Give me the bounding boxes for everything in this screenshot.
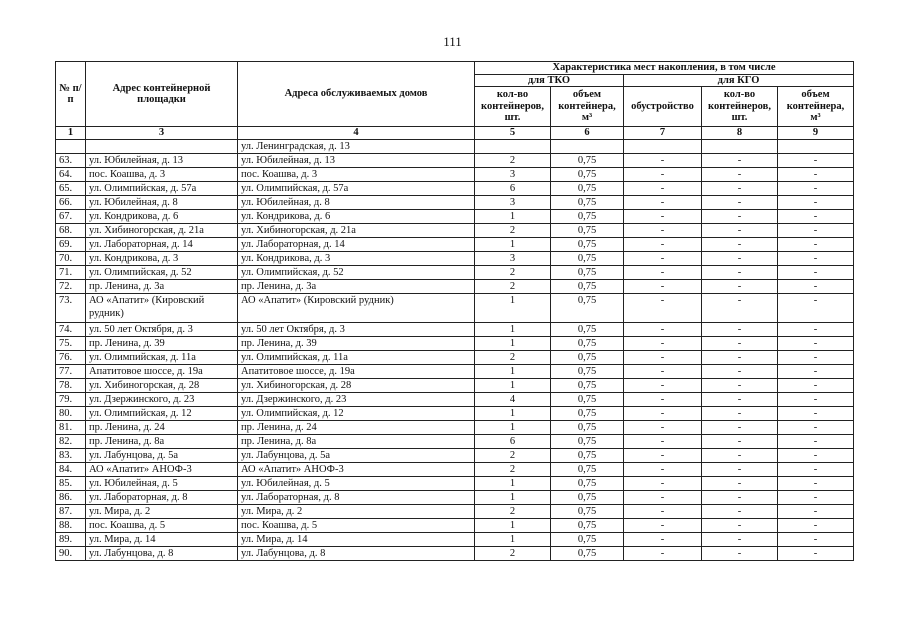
table-header xyxy=(56,62,854,140)
header-col-houses: Адреса обслуживаемых домов xyxy=(238,62,475,127)
kgo-count-cell: - xyxy=(702,406,778,420)
kgo-volume-cell: - xyxy=(778,406,854,420)
row-number-cell: 79. xyxy=(56,392,86,406)
site-address-cell: ул. Олимпийская, д. 52 xyxy=(86,265,238,279)
row-number-cell: 70. xyxy=(56,251,86,265)
kgo-count-cell: - xyxy=(702,336,778,350)
tko-count-cell: 1 xyxy=(475,336,551,350)
kgo-count-cell: - xyxy=(702,251,778,265)
kgo-volume-cell: - xyxy=(778,251,854,265)
site-address-cell: ул. Мира, д. 14 xyxy=(86,532,238,546)
kgo-equip-cell: - xyxy=(624,195,702,209)
tko-count-cell: 1 xyxy=(475,237,551,251)
served-houses-cell: пос. Коашва, д. 3 xyxy=(238,167,475,181)
served-houses-cell: ул. Юбилейная, д. 13 xyxy=(238,153,475,167)
served-houses-cell: ул. Мира, д. 14 xyxy=(238,532,475,546)
tko-count-cell: 2 xyxy=(475,462,551,476)
site-address-cell: пр. Ленина, д. 24 xyxy=(86,420,238,434)
served-houses-cell: ул. Олимпийская, д. 52 xyxy=(238,265,475,279)
site-address-cell: пр. Ленина, д. 8а xyxy=(86,434,238,448)
row-number-cell: 84. xyxy=(56,462,86,476)
tko-count-cell: 2 xyxy=(475,350,551,364)
tko-volume-cell: 0,75 xyxy=(551,237,624,251)
kgo-count-cell: - xyxy=(702,462,778,476)
kgo-count-cell: - xyxy=(702,490,778,504)
tko-count-cell: 1 xyxy=(475,364,551,378)
row-number-cell: 74. xyxy=(56,322,86,336)
tko-volume-cell: 0,75 xyxy=(551,209,624,223)
tko-volume-cell: 0,75 xyxy=(551,546,624,560)
tko-count-cell: 1 xyxy=(475,209,551,223)
site-address-cell: пр. Ленина, д. 3а xyxy=(86,279,238,293)
tko-volume-cell: 0,75 xyxy=(551,322,624,336)
row-number-cell: 89. xyxy=(56,532,86,546)
tko-count-cell: 1 xyxy=(475,378,551,392)
kgo-count-cell: - xyxy=(702,279,778,293)
row-number-cell: 66. xyxy=(56,195,86,209)
kgo-equip-cell: - xyxy=(624,546,702,560)
served-houses-cell: пр. Ленина, д. 8а xyxy=(238,434,475,448)
kgo-count-cell: - xyxy=(702,378,778,392)
row-number-cell: 86. xyxy=(56,490,86,504)
tko-count-cell: 3 xyxy=(475,251,551,265)
table-row xyxy=(56,350,854,364)
tko-volume-cell: 0,75 xyxy=(551,518,624,532)
tko-volume-cell: 0,75 xyxy=(551,181,624,195)
kgo-volume-cell: - xyxy=(778,420,854,434)
served-houses-cell: пр. Ленина, д. 24 xyxy=(238,420,475,434)
kgo-count-cell: - xyxy=(702,420,778,434)
kgo-volume-cell: - xyxy=(778,237,854,251)
column-number-cell: 4 xyxy=(238,127,475,140)
kgo-equip-cell: - xyxy=(624,420,702,434)
served-houses-cell: ул. Хибиногорская, д. 21а xyxy=(238,223,475,237)
row-number-cell: 67. xyxy=(56,209,86,223)
kgo-equip-cell: - xyxy=(624,434,702,448)
row-number-cell: 80. xyxy=(56,406,86,420)
kgo-equip-cell: - xyxy=(624,237,702,251)
tko-volume-cell: 0,75 xyxy=(551,167,624,181)
column-number-cell: 3 xyxy=(86,127,238,140)
table-row xyxy=(56,504,854,518)
served-houses-cell: ул. Кондрикова, д. 3 xyxy=(238,251,475,265)
row-number-cell: 69. xyxy=(56,237,86,251)
served-houses-cell: ул. Хибиногорская, д. 28 xyxy=(238,378,475,392)
tko-volume-cell: 0,75 xyxy=(551,223,624,237)
row-number-cell: 71. xyxy=(56,265,86,279)
kgo-count-cell: - xyxy=(702,293,778,322)
kgo-volume-cell xyxy=(778,139,854,153)
served-houses-cell: ул. Мира, д. 2 xyxy=(238,504,475,518)
tko-volume-cell: 0,75 xyxy=(551,504,624,518)
tko-count-cell: 1 xyxy=(475,532,551,546)
row-number-cell: 76. xyxy=(56,350,86,364)
kgo-equip-cell: - xyxy=(624,153,702,167)
kgo-volume-cell: - xyxy=(778,322,854,336)
kgo-equip-cell: - xyxy=(624,336,702,350)
kgo-count-cell: - xyxy=(702,518,778,532)
site-address-cell: ул. Хибиногорская, д. 28 xyxy=(86,378,238,392)
row-number-cell: 64. xyxy=(56,167,86,181)
kgo-volume-cell: - xyxy=(778,181,854,195)
kgo-volume-cell: - xyxy=(778,504,854,518)
table-row xyxy=(56,195,854,209)
site-address-cell: ул. Юбилейная, д. 8 xyxy=(86,195,238,209)
tko-volume-cell: 0,75 xyxy=(551,251,624,265)
row-number-cell: 73. xyxy=(56,293,86,322)
table-row xyxy=(56,532,854,546)
kgo-count-cell: - xyxy=(702,476,778,490)
table-row xyxy=(56,181,854,195)
kgo-equip-cell: - xyxy=(624,223,702,237)
column-number-cell: 8 xyxy=(702,127,778,140)
site-address-cell: ул. Лабораторная, д. 14 xyxy=(86,237,238,251)
tko-count-cell: 3 xyxy=(475,167,551,181)
header-kgo-volume: объем контейнера, м³ xyxy=(778,87,854,127)
site-address-cell: пос. Коашва, д. 3 xyxy=(86,167,238,181)
site-address-cell xyxy=(86,139,238,153)
table-row xyxy=(56,237,854,251)
tko-count-cell: 1 xyxy=(475,490,551,504)
tko-count-cell: 2 xyxy=(475,223,551,237)
site-address-cell: ул. Юбилейная, д. 5 xyxy=(86,476,238,490)
kgo-volume-cell: - xyxy=(778,434,854,448)
served-houses-cell: Апатитовое шоссе, д. 19а xyxy=(238,364,475,378)
tko-count-cell: 1 xyxy=(475,322,551,336)
served-houses-cell: АО «Апатит» (Кировский рудник) xyxy=(238,293,475,322)
kgo-volume-cell: - xyxy=(778,223,854,237)
kgo-equip-cell: - xyxy=(624,504,702,518)
row-number-cell: 83. xyxy=(56,448,86,462)
served-houses-cell: пр. Ленина, д. 39 xyxy=(238,336,475,350)
served-houses-cell: ул. Юбилейная, д. 8 xyxy=(238,195,475,209)
kgo-equip-cell: - xyxy=(624,181,702,195)
kgo-count-cell: - xyxy=(702,504,778,518)
served-houses-cell: ул. Дзержинского, д. 23 xyxy=(238,392,475,406)
tko-volume-cell: 0,75 xyxy=(551,392,624,406)
kgo-volume-cell: - xyxy=(778,378,854,392)
tko-count-cell: 3 xyxy=(475,195,551,209)
kgo-volume-cell: - xyxy=(778,336,854,350)
kgo-volume-cell: - xyxy=(778,167,854,181)
tko-count-cell: 6 xyxy=(475,434,551,448)
kgo-count-cell: - xyxy=(702,167,778,181)
site-address-cell: ул. Лабораторная, д. 8 xyxy=(86,490,238,504)
kgo-volume-cell: - xyxy=(778,195,854,209)
table-row xyxy=(56,364,854,378)
kgo-count-cell: - xyxy=(702,237,778,251)
kgo-equip-cell: - xyxy=(624,251,702,265)
tko-count-cell: 4 xyxy=(475,392,551,406)
table-row xyxy=(56,265,854,279)
tko-count-cell: 2 xyxy=(475,504,551,518)
tko-count-cell: 2 xyxy=(475,153,551,167)
served-houses-cell: ул. Лабунцова, д. 5а xyxy=(238,448,475,462)
container-sites-table xyxy=(55,61,854,561)
site-address-cell: ул. Хибиногорская, д. 21а xyxy=(86,223,238,237)
kgo-count-cell: - xyxy=(702,546,778,560)
tko-volume-cell: 0,75 xyxy=(551,476,624,490)
kgo-equip-cell: - xyxy=(624,167,702,181)
tko-count-cell xyxy=(475,139,551,153)
table-row xyxy=(56,392,854,406)
tko-volume-cell: 0,75 xyxy=(551,153,624,167)
kgo-count-cell xyxy=(702,139,778,153)
served-houses-cell: ул. Лабораторная, д. 14 xyxy=(238,237,475,251)
site-address-cell: ул. 50 лет Октября, д. 3 xyxy=(86,322,238,336)
tko-volume-cell: 0,75 xyxy=(551,434,624,448)
tko-count-cell: 2 xyxy=(475,279,551,293)
site-address-cell: ул. Олимпийская, д. 11а xyxy=(86,350,238,364)
column-number-cell: 5 xyxy=(475,127,551,140)
site-address-cell: ул. Кондрикова, д. 6 xyxy=(86,209,238,223)
kgo-equip-cell: - xyxy=(624,392,702,406)
tko-count-cell: 2 xyxy=(475,448,551,462)
kgo-equip-cell: - xyxy=(624,406,702,420)
kgo-equip-cell: - xyxy=(624,518,702,532)
header-group-main: Характеристика мест накопления, в том числе xyxy=(475,62,854,75)
kgo-equip-cell: - xyxy=(624,462,702,476)
table-row xyxy=(56,209,854,223)
kgo-volume-cell: - xyxy=(778,518,854,532)
tko-volume-cell: 0,75 xyxy=(551,406,624,420)
tko-volume-cell: 0,75 xyxy=(551,462,624,476)
row-number-cell: 87. xyxy=(56,504,86,518)
table-row xyxy=(56,153,854,167)
site-address-cell: ул. Олимпийская, д. 12 xyxy=(86,406,238,420)
served-houses-cell: ул. Лабораторная, д. 8 xyxy=(238,490,475,504)
kgo-count-cell: - xyxy=(702,392,778,406)
kgo-volume-cell: - xyxy=(778,153,854,167)
table-row xyxy=(56,420,854,434)
row-number-cell: 68. xyxy=(56,223,86,237)
served-houses-cell: ул. Кондрикова, д. 6 xyxy=(238,209,475,223)
kgo-equip-cell: - xyxy=(624,476,702,490)
kgo-volume-cell: - xyxy=(778,448,854,462)
site-address-cell: ул. Юбилейная, д. 13 xyxy=(86,153,238,167)
tko-volume-cell: 0,75 xyxy=(551,350,624,364)
site-address-cell: ул. Олимпийская, д. 57а xyxy=(86,181,238,195)
table-body xyxy=(56,139,854,560)
row-number-cell: 65. xyxy=(56,181,86,195)
header-group-kgo: для КГО xyxy=(624,74,854,87)
site-address-cell: пр. Ленина, д. 39 xyxy=(86,336,238,350)
kgo-volume-cell: - xyxy=(778,476,854,490)
header-col-num: № п/п xyxy=(56,62,86,127)
tko-count-cell: 2 xyxy=(475,546,551,560)
kgo-equip-cell: - xyxy=(624,448,702,462)
tko-count-cell: 1 xyxy=(475,420,551,434)
kgo-equip-cell: - xyxy=(624,293,702,322)
kgo-count-cell: - xyxy=(702,364,778,378)
tko-volume-cell: 0,75 xyxy=(551,336,624,350)
tko-count-cell: 1 xyxy=(475,476,551,490)
table-row xyxy=(56,251,854,265)
served-houses-cell: ул. Ленинградская, д. 13 xyxy=(238,139,475,153)
row-number-cell: 88. xyxy=(56,518,86,532)
tko-volume-cell: 0,75 xyxy=(551,448,624,462)
tko-volume-cell xyxy=(551,139,624,153)
tko-volume-cell: 0,75 xyxy=(551,265,624,279)
tko-count-cell: 6 xyxy=(475,181,551,195)
kgo-volume-cell: - xyxy=(778,392,854,406)
kgo-equip-cell: - xyxy=(624,532,702,546)
kgo-volume-cell: - xyxy=(778,293,854,322)
column-number-cell: 7 xyxy=(624,127,702,140)
kgo-count-cell: - xyxy=(702,532,778,546)
served-houses-cell: ул. Олимпийская, д. 57а xyxy=(238,181,475,195)
kgo-volume-cell: - xyxy=(778,209,854,223)
table-row xyxy=(56,322,854,336)
tko-count-cell: 1 xyxy=(475,518,551,532)
kgo-equip-cell: - xyxy=(624,350,702,364)
kgo-count-cell: - xyxy=(702,209,778,223)
kgo-volume-cell: - xyxy=(778,532,854,546)
kgo-count-cell: - xyxy=(702,223,778,237)
row-number-cell: 77. xyxy=(56,364,86,378)
table-row xyxy=(56,476,854,490)
kgo-volume-cell: - xyxy=(778,364,854,378)
header-tko-count: кол-во контейнеров, шт. xyxy=(475,87,551,127)
tko-count-cell: 1 xyxy=(475,406,551,420)
kgo-volume-cell: - xyxy=(778,490,854,504)
kgo-equip-cell: - xyxy=(624,279,702,293)
table-row xyxy=(56,336,854,350)
row-number-cell: 75. xyxy=(56,336,86,350)
tko-volume-cell: 0,75 xyxy=(551,364,624,378)
column-numbers-row xyxy=(56,127,854,140)
served-houses-cell: пр. Ленина, д. 3а xyxy=(238,279,475,293)
header-group-tko: для ТКО xyxy=(475,74,624,87)
row-number-cell xyxy=(56,139,86,153)
tko-volume-cell: 0,75 xyxy=(551,532,624,546)
tko-count-cell: 2 xyxy=(475,265,551,279)
kgo-count-cell: - xyxy=(702,153,778,167)
row-number-cell: 82. xyxy=(56,434,86,448)
kgo-volume-cell: - xyxy=(778,279,854,293)
row-number-cell: 81. xyxy=(56,420,86,434)
site-address-cell: ул. Лабунцова, д. 5а xyxy=(86,448,238,462)
site-address-cell: АО «Апатит» АНОФ-3 xyxy=(86,462,238,476)
row-number-cell: 63. xyxy=(56,153,86,167)
row-number-cell: 78. xyxy=(56,378,86,392)
kgo-count-cell: - xyxy=(702,195,778,209)
site-address-cell: Апатитовое шоссе, д. 19а xyxy=(86,364,238,378)
served-houses-cell: пос. Коашва, д. 5 xyxy=(238,518,475,532)
table-row xyxy=(56,518,854,532)
kgo-count-cell: - xyxy=(702,181,778,195)
kgo-count-cell: - xyxy=(702,322,778,336)
table-row xyxy=(56,139,854,153)
tko-count-cell: 1 xyxy=(475,293,551,322)
kgo-volume-cell: - xyxy=(778,546,854,560)
header-kgo-count: кол-во контейнеров, шт. xyxy=(702,87,778,127)
table-row xyxy=(56,378,854,392)
kgo-volume-cell: - xyxy=(778,462,854,476)
site-address-cell: ул. Кондрикова, д. 3 xyxy=(86,251,238,265)
column-number-cell: 1 xyxy=(56,127,86,140)
table-row xyxy=(56,223,854,237)
kgo-equip-cell xyxy=(624,139,702,153)
tko-volume-cell: 0,75 xyxy=(551,293,624,322)
table-row xyxy=(56,279,854,293)
tko-volume-cell: 0,75 xyxy=(551,195,624,209)
kgo-equip-cell: - xyxy=(624,209,702,223)
tko-volume-cell: 0,75 xyxy=(551,378,624,392)
kgo-volume-cell: - xyxy=(778,265,854,279)
kgo-equip-cell: - xyxy=(624,490,702,504)
table-row xyxy=(56,490,854,504)
table-row xyxy=(56,448,854,462)
site-address-cell: пос. Коашва, д. 5 xyxy=(86,518,238,532)
table-row xyxy=(56,462,854,476)
kgo-equip-cell: - xyxy=(624,364,702,378)
kgo-count-cell: - xyxy=(702,448,778,462)
row-number-cell: 72. xyxy=(56,279,86,293)
kgo-equip-cell: - xyxy=(624,265,702,279)
header-tko-volume: объем контейнера, м³ xyxy=(551,87,624,127)
column-number-cell: 6 xyxy=(551,127,624,140)
served-houses-cell: АО «Апатит» АНОФ-3 xyxy=(238,462,475,476)
table-row xyxy=(56,167,854,181)
tko-volume-cell: 0,75 xyxy=(551,420,624,434)
kgo-count-cell: - xyxy=(702,265,778,279)
table-row xyxy=(56,546,854,560)
row-number-cell: 85. xyxy=(56,476,86,490)
site-address-cell: ул. Лабунцова, д. 8 xyxy=(86,546,238,560)
kgo-volume-cell: - xyxy=(778,350,854,364)
table-row xyxy=(56,293,854,322)
served-houses-cell: ул. Лабунцова, д. 8 xyxy=(238,546,475,560)
tko-volume-cell: 0,75 xyxy=(551,490,624,504)
table-row xyxy=(56,406,854,420)
kgo-count-cell: - xyxy=(702,434,778,448)
served-houses-cell: ул. Олимпийская, д. 12 xyxy=(238,406,475,420)
kgo-equip-cell: - xyxy=(624,378,702,392)
page-number: 111 xyxy=(443,34,462,49)
site-address-cell: ул. Дзержинского, д. 23 xyxy=(86,392,238,406)
table-row xyxy=(56,434,854,448)
site-address-cell: АО «Апатит» (Кировский рудник) xyxy=(86,293,238,322)
site-address-cell: ул. Мира, д. 2 xyxy=(86,504,238,518)
column-number-cell: 9 xyxy=(778,127,854,140)
header-kgo-equip: обустройство xyxy=(624,87,702,127)
tko-volume-cell: 0,75 xyxy=(551,279,624,293)
header-col-site: Адрес контейнерной площадки xyxy=(86,62,238,127)
kgo-equip-cell: - xyxy=(624,322,702,336)
served-houses-cell: ул. Олимпийская, д. 11а xyxy=(238,350,475,364)
row-number-cell: 90. xyxy=(56,546,86,560)
served-houses-cell: ул. Юбилейная, д. 5 xyxy=(238,476,475,490)
kgo-count-cell: - xyxy=(702,350,778,364)
served-houses-cell: ул. 50 лет Октября, д. 3 xyxy=(238,322,475,336)
